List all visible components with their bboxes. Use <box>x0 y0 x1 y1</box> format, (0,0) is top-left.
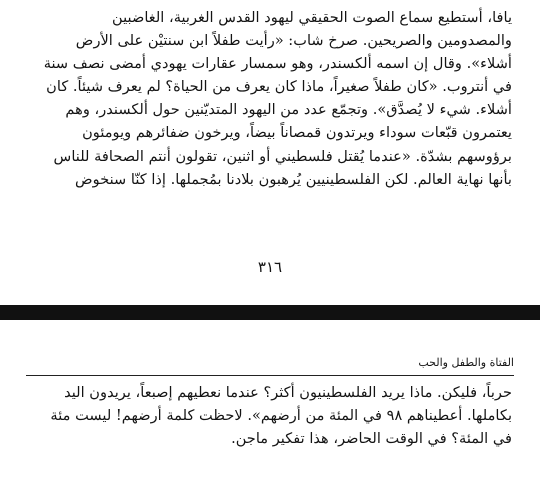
top-page-body-text <box>34 6 512 191</box>
text-line: يعتمرون قبّعات سوداء ويرتدون قمصاناً بيضاً، ويرخون ضفائرهم ويومئون <box>82 124 512 142</box>
text-line: في المئة؟ في الوقت الحاضر، هذا تفكير ماجن. <box>231 430 512 448</box>
text-line: في أنتروب. «كان طفلاً صغيراً، ماذا كان يعرف من الحياة؟ لم يعرف شيئاً. كان <box>46 78 512 96</box>
page-number: ٣١٦ <box>257 258 283 276</box>
bottom-page <box>0 320 540 478</box>
running-header: الفتاة والطفل والحب <box>418 356 514 369</box>
text-line: أشلاء». وقال إن اسمه ألكسندر، وهو سمسار عقارات يهودي أمضى نصف سنة <box>43 55 512 73</box>
text-line: أشلاء. شيء لا يُصدَّق». وتجمّع عدد من اليهود المتديّنين حول ألكسندر، وهم <box>65 101 512 119</box>
text-line: بأنها نهاية العالم. لكن الفلسطينيين يُرهبون بلادنا بمُجملها. إذا كنّا سنخوض <box>75 170 512 188</box>
text-line: والمصدومين والصريحين. صرخ شاب: «رأيت طفلاً ابن سنتيْن على الأرض <box>75 32 512 50</box>
bottom-page-body-text <box>30 381 512 450</box>
header-rule <box>26 375 514 376</box>
text-line: يافا، أستطيع سماع الصوت الحقيقي ليهود القدس الغربية، الغاضبين <box>112 9 512 26</box>
page-separator <box>0 305 540 320</box>
text-line: حرباً، فليكن. ماذا يريد الفلسطينيون أكثر؟ عندما نعطيهم إصبعاً، يريدون اليد <box>64 384 512 401</box>
text-line: بكاملها. أعطيناهم ٩٨ في المئة من أرضهم». لاحظت كلمة أرضهم! ليست مئة <box>50 407 512 425</box>
text-line: برؤوسهم بشدّة. «عندما يُقتل فلسطيني أو اثنين، تقولون أنتم الصحافة للناس <box>53 147 512 165</box>
